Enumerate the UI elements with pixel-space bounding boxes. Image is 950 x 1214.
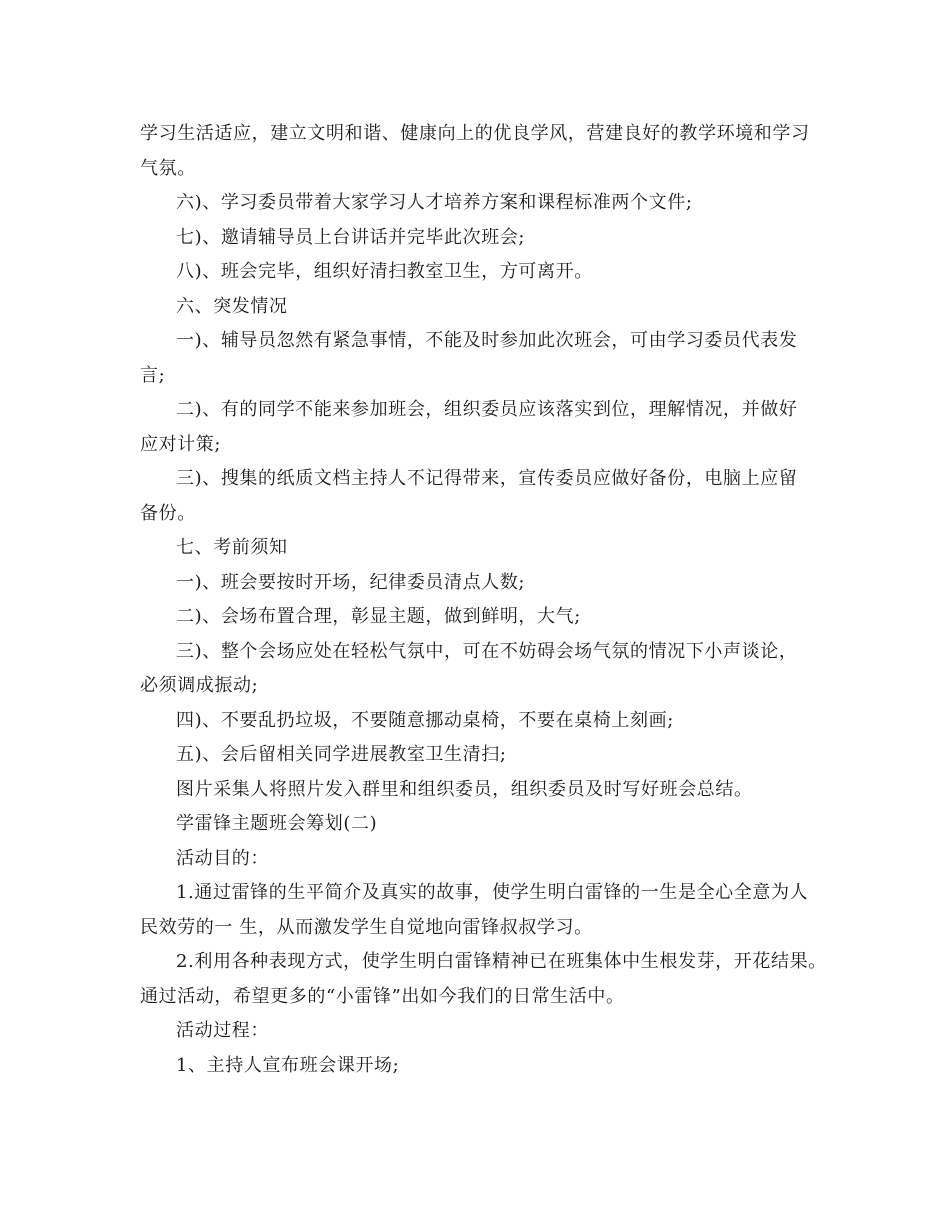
text-line: 2.利用各种表现方式，使学生明白雷锋精神已在班集体中生根发芽，开花结果。 [176, 951, 827, 972]
text-line: 三)、搜集的纸质文档主持人不记得带来，宣传委员应做好备份，电脑上应留 [176, 468, 798, 489]
text-line: 备份。 [140, 502, 196, 524]
text-line: 应对计策; [140, 433, 222, 455]
document-body [140, 117, 826, 1083]
text-line: 学习生活适应，建立文明和谐、健康向上的优良学风，营建良好的教学环境和学习 [140, 123, 810, 144]
text-line: 民效劳的一 生，从而激发学生自觉地向雷锋叔叔学习。 [140, 916, 593, 938]
section-heading: 六、突发情况 [176, 295, 288, 317]
text-line: 八)、班会完毕，组织好清扫教室卫生，方可离开。 [176, 261, 593, 282]
text-line: 通过活动，希望更多的“小雷锋”出如今我们的日常生活中。 [140, 985, 625, 1007]
text-line: 五)、会后留相关同学进展教室卫生清扫; [176, 744, 507, 765]
text-line: 二)、有的同学不能来参加班会，组织委员应该落实到位，理解情况，并做好 [176, 399, 798, 420]
document-subtitle: 学雷锋主题班会筹划(二) [176, 813, 378, 834]
text-line: 六)、学习委员带着大家学习人才培养方案和课程标准两个文件; [176, 192, 693, 213]
text-line: 1.通过雷锋的生平简介及真实的故事，使学生明白雷锋的一生是全心全意为人 [176, 882, 809, 903]
section-heading: 活动目的： [176, 847, 269, 869]
text-line: 一)、班会要按时开场，纪律委员清点人数; [176, 571, 526, 593]
section-heading: 活动过程： [176, 1020, 269, 1041]
text-line: 一)、辅导员忽然有紧急事情，不能及时参加此次班会，可由学习委员代表发 [176, 330, 798, 351]
section-heading: 七、考前须知 [176, 537, 288, 558]
text-line: 四)、不要乱扔垃圾，不要随意挪动桌椅，不要在桌椅上刻画; [176, 709, 674, 731]
text-line: 七)、邀请辅导员上台讲话并完毕此次班会; [176, 226, 526, 248]
text-line: 图片采集人将照片发入群里和组织委员，组织委员及时写好班会总结。 [176, 778, 753, 800]
text-line: 必须调成振动; [140, 675, 259, 696]
text-line: 言; [140, 364, 166, 386]
text-line: 气氛。 [140, 157, 196, 179]
text-line: 1、主持人宣布班会课开场; [176, 1054, 400, 1076]
text-line: 二)、会场布置合理，彰显主题，做到鲜明，大气; [176, 606, 581, 627]
text-line: 三)、整个会场应处在轻松气氛中，可在不妨碍会场气氛的情况下小声谈论， [176, 640, 798, 662]
